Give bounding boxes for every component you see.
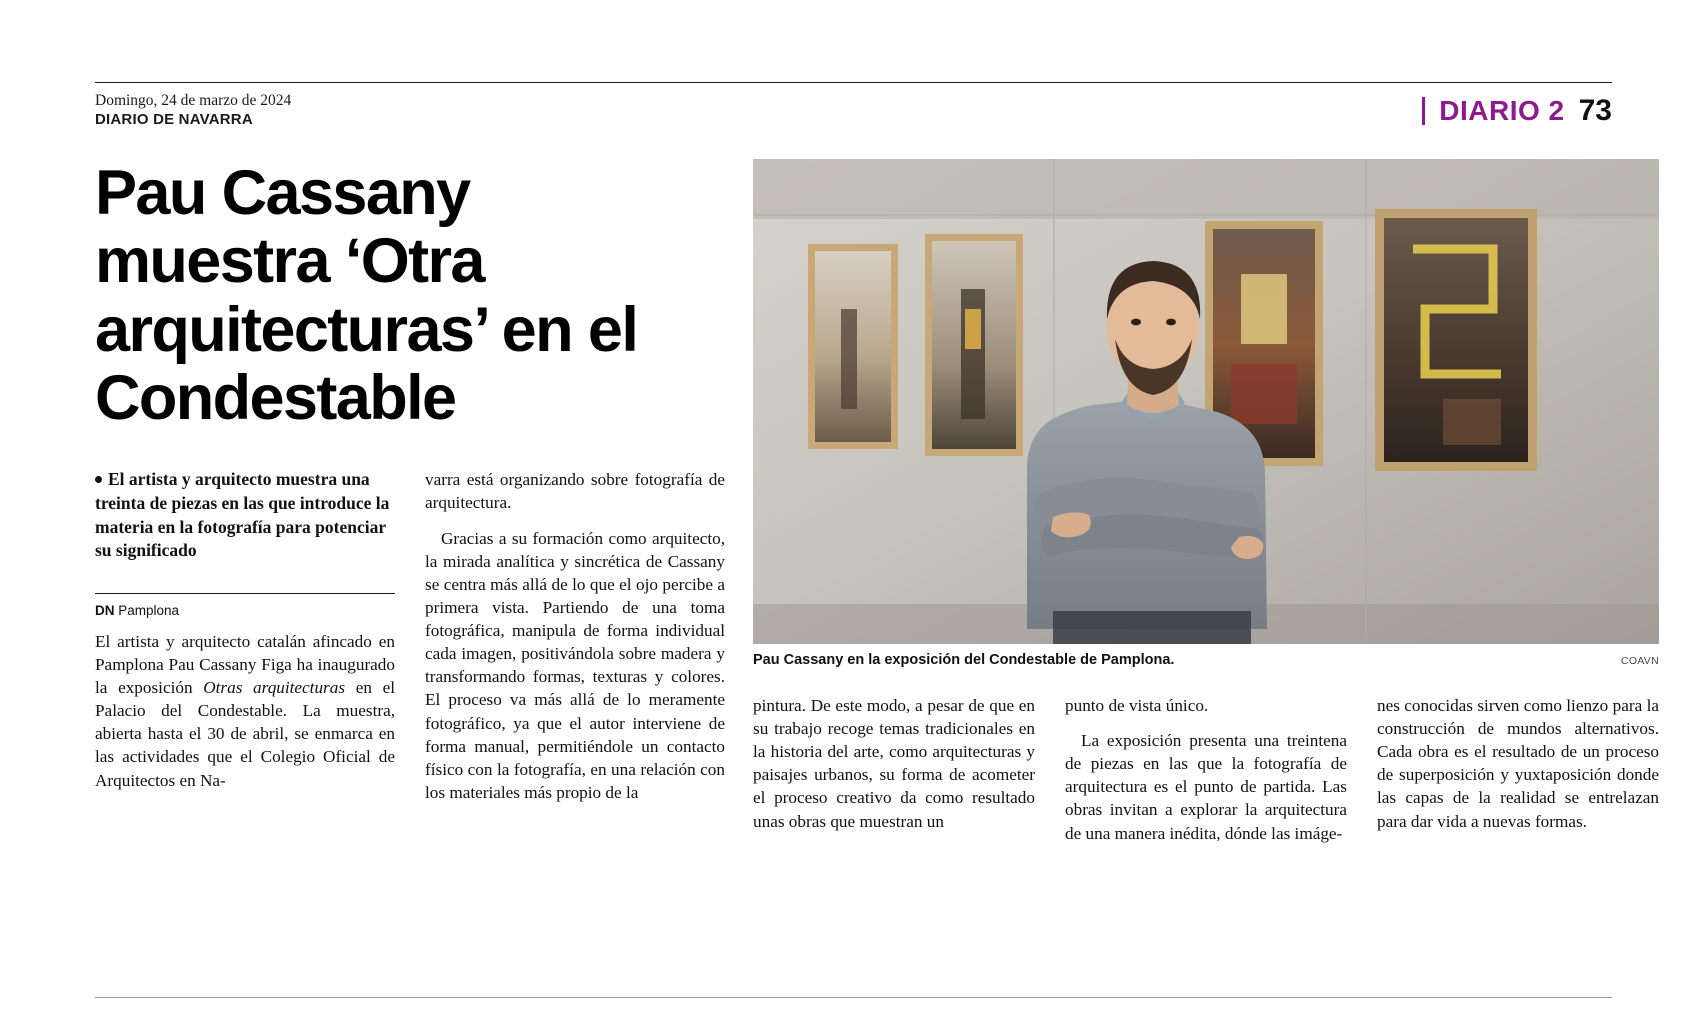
lead-column-2 xyxy=(425,468,725,804)
article-body xyxy=(95,157,1659,845)
page-number: 73 xyxy=(1578,94,1612,127)
paragraph xyxy=(425,527,725,805)
paragraph: pintura. De este modo, a pesar de que en su trabajo recoge temas tradicionales en la historia del arte, como arquitecturas y paisajes urbanos, su forma de acometer el proceso creativo da como resultado unas obras que muestran un xyxy=(753,695,1035,831)
photo-credit: COAVN xyxy=(1620,654,1659,667)
masthead-right xyxy=(1422,94,1612,128)
masthead xyxy=(95,82,1612,129)
page-title: Pau Cassany muestra ‘Otra arquitecturas’ en el Condestable xyxy=(95,157,638,433)
masthead-left xyxy=(95,92,291,129)
paragraph-part: La exposición presenta una treintena de piezas en las que la fotografía de arquitectura es el punto de partida. Las obras invitan a explorar la arquitectura de una manera inédita, dónde las imáge- xyxy=(1065,731,1347,843)
paragraph: punto de vista único. xyxy=(1065,695,1209,715)
newspaper-page xyxy=(0,82,1707,1018)
right-column-block xyxy=(753,159,1659,845)
paragraph: varra está organizando sobre fotografía de arquitectura. xyxy=(425,470,725,513)
publication-name: DIARIO DE NAVARRA xyxy=(95,111,253,129)
lead-columns xyxy=(95,468,725,804)
lower-column-1 xyxy=(753,694,1035,845)
lead-column-1 xyxy=(95,468,395,804)
byline xyxy=(95,603,395,618)
paragraph-part: El artista y arquitecto catalán afincado en Pamplona Pau Cassany Figa ha inaugurado la exposición xyxy=(95,631,395,698)
work-title: Otras arquitecturas xyxy=(203,678,346,698)
section-name: DIARIO 2 xyxy=(1439,95,1565,126)
byline-agency: DN xyxy=(95,602,115,618)
photo-caption-row xyxy=(753,652,1659,668)
summary-text xyxy=(95,468,395,563)
paragraph xyxy=(95,630,395,792)
byline-place: Pamplona xyxy=(118,602,180,618)
bullet-icon xyxy=(95,476,102,483)
lower-column-2 xyxy=(1065,694,1347,845)
lower-column-3 xyxy=(1377,694,1659,845)
paragraph-part: Gracias a su formación como arquitecto, la mirada analítica y sincrética de Cassany se centra más allá de lo que el ojo percibe a primera vista. Partiendo de una toma fotográfica, manipula de forma individual cada imagen, positivándola sobre madera y transformando formas, texturas y colores. El proceso va más allá de lo meramente fotográfico, ya que el autor interviene de forma manual, permitiéndole un contacto físico con la fotografía, en una relación con los materiales más propio de la xyxy=(425,528,725,802)
footer-divider xyxy=(95,997,1612,998)
lower-columns xyxy=(753,694,1659,845)
section-divider-icon xyxy=(1422,97,1425,125)
article-photo xyxy=(753,159,1659,644)
byline-divider xyxy=(95,593,395,594)
paragraph: nes conocidas sirven como lienzo para la construcción de mundos alternativos. Cada obra es el resultado de un proceso de superposición y yuxtaposición donde las capas de la realidad se entrelazan para dar vida a nuevas formas. xyxy=(1377,695,1659,831)
paragraph-part: en el Palacio del Condestable. La muestra, abierta hasta el 30 de abril, se enmarca en las actividades que el Colegio Oficial de Arquitectos en Na- xyxy=(95,678,395,790)
summary-label: El artista y arquitecto muestra una treinta de piezas en las que introduce la materia en la fotografía para potenciar su significado xyxy=(95,469,390,561)
paragraph xyxy=(1065,729,1347,845)
left-column-block xyxy=(95,159,725,845)
photo-caption: Pau Cassany en la exposición del Condestable de Pamplona. xyxy=(753,651,1175,668)
publication-date: Domingo, 24 de marzo de 2024 xyxy=(95,92,292,109)
